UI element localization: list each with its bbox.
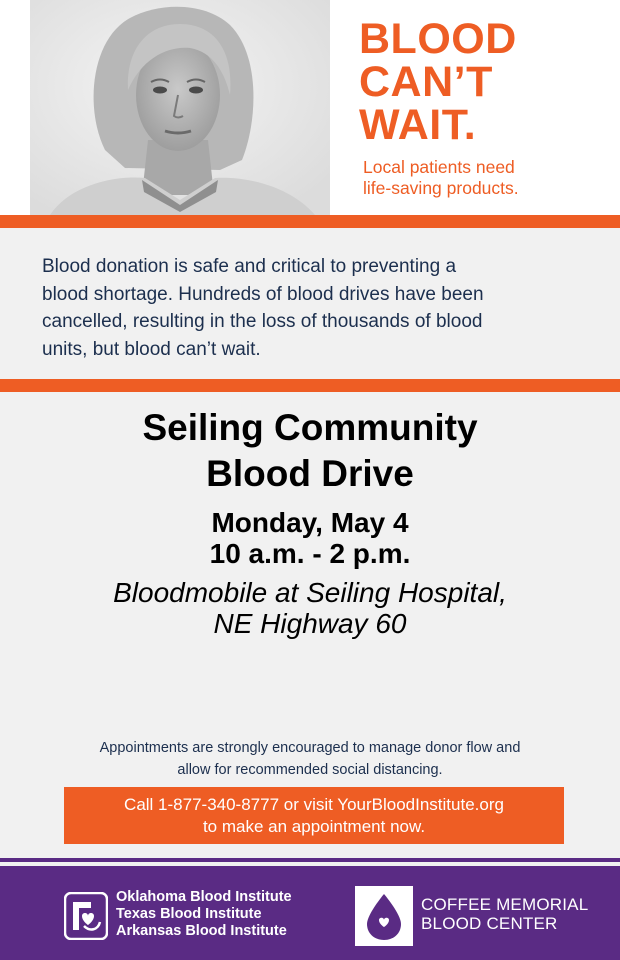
institute-name: Texas Blood Institute — [116, 906, 262, 922]
coffee-memorial-logo-icon — [355, 886, 413, 946]
footer — [0, 866, 620, 960]
intro-line-3: cancelled, resulting in the loss of thousands of blood — [42, 311, 483, 332]
appointment-call-to-action[interactable] — [64, 787, 564, 844]
orange-divider — [0, 215, 620, 228]
footer-divider — [0, 858, 620, 862]
institute-names — [116, 889, 292, 940]
event-title — [0, 405, 620, 497]
hero-banner — [0, 0, 620, 215]
intro-paragraph — [42, 253, 602, 363]
note-line-1: Appointments are strongly encouraged to manage donor flow and — [99, 740, 521, 756]
event-title-line-1: Seiling Community — [142, 407, 478, 448]
event-location — [0, 577, 620, 639]
event-location-line-1: Bloodmobile at Seiling Hospital, — [113, 577, 507, 608]
event-location-line-2: NE Highway 60 — [213, 608, 407, 639]
headline-line-3: WAIT. — [359, 101, 477, 149]
event-date: Monday, May 4 — [211, 507, 409, 538]
cta-line-1: Call 1-877-340-8777 or visit YourBloodInstitute.org — [124, 795, 504, 814]
cta-line-2: to make an appointment now. — [202, 817, 426, 836]
woman-portrait-photo — [30, 0, 330, 215]
intro-line-1: Blood donation is safe and critical to preventing a — [42, 256, 457, 277]
note-line-2: allow for recommended social distancing. — [177, 762, 443, 778]
subheadline-line-2: life-saving products. — [363, 178, 519, 198]
blood-institute-logo-icon — [64, 892, 108, 940]
partner-name — [421, 895, 588, 933]
intro-line-2: blood shortage. Hundreds of blood drives have been — [42, 283, 484, 305]
event-time: 10 a.m. - 2 p.m. — [209, 538, 411, 569]
institute-name: Oklahoma Blood Institute — [116, 889, 292, 905]
subheadline — [363, 157, 519, 199]
orange-divider — [0, 379, 620, 392]
partner-name-line-2: BLOOD CENTER — [421, 914, 558, 933]
partner-name-line-1: COFFEE MEMORIAL — [421, 895, 589, 914]
institute-name: Arkansas Blood Institute — [116, 923, 287, 939]
headline-line-2: CAN’T — [359, 58, 493, 106]
headline-line-1: BLOOD — [359, 15, 517, 63]
appointment-note — [0, 737, 620, 781]
event-datetime — [0, 507, 620, 569]
headline — [359, 15, 517, 149]
event-title-line-2: Blood Drive — [206, 453, 414, 494]
intro-line-4: units, but blood can’t wait. — [42, 338, 261, 360]
subheadline-line-1: Local patients need — [363, 157, 515, 177]
